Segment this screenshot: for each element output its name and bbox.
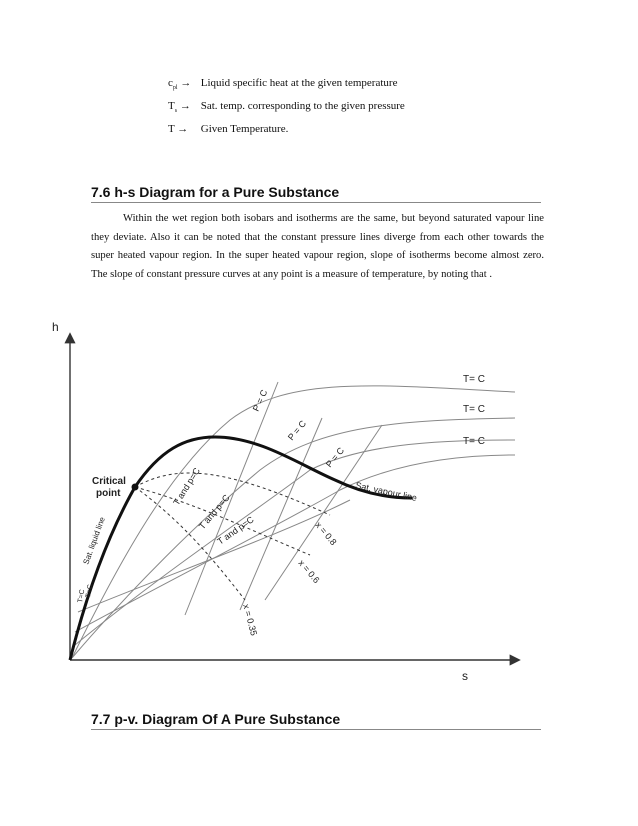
quality-label: x = 0.8 [313, 519, 339, 548]
critical-point-label: point [96, 488, 121, 499]
quality-label: x = 0.6 [296, 557, 322, 586]
section-heading-7-6: 7.6 h-s Diagram for a Pure Substance [91, 184, 541, 203]
isotherm-line [72, 418, 515, 658]
definition-subscript: s [174, 108, 178, 115]
isobar-line [185, 382, 278, 615]
isobar-label: P = C [323, 445, 347, 470]
isotherm-label: T= C [463, 436, 485, 447]
definition-symbol: T [168, 100, 175, 112]
t-and-p-label: T and p=C [171, 466, 203, 508]
s-axis-label: s [462, 669, 468, 683]
definition-symbol: c [168, 77, 173, 89]
isobar-label: P = C [285, 418, 309, 443]
isobar-line [265, 425, 382, 600]
h-axis-label: h [52, 320, 59, 334]
small-tc-label: T=C [85, 583, 95, 599]
saturation-dome [70, 437, 412, 660]
section-heading-7-7: 7.7 p-v. Diagram Of A Pure Substance [91, 711, 541, 730]
definition-text: Sat. temp. corresponding to the given pressure [200, 100, 405, 112]
definition-symbol: T [168, 123, 175, 135]
definition-text: Liquid specific heat at the given temperature [200, 77, 398, 89]
quality-label: x = 0.35 [241, 602, 260, 637]
t-and-p-label: T and p=C [215, 514, 256, 547]
critical-point-label: Critical [92, 476, 126, 487]
arrow: → [177, 123, 189, 135]
isotherm-label: T= C [463, 374, 485, 385]
sat-vapour-line-label: Sat. vapour line [354, 480, 418, 503]
t-and-p-label: T and p=C [196, 492, 232, 532]
isotherm-label: T= C [463, 404, 485, 415]
property-lines [72, 382, 515, 658]
isobar-label: P = C [250, 388, 270, 413]
critical-point-dot [132, 484, 139, 491]
paragraph-text: Within the wet region both isobars and isotherms are the same, but beyond saturated vapour line they deviate. Also it can be noted that the constant pressure lines diverge from each other towards the super heated vapour region. In the super heated vapour region, slope of isotherms become almost zero. The slope of constant pressure curves at any point is a measure of temperature, by noting that . [91, 213, 544, 280]
definition-subscript: pl [172, 85, 178, 92]
arrow: → [179, 100, 191, 112]
isotherm-line [75, 440, 515, 645]
arrow: → [180, 77, 192, 89]
sat-liquid-line-label: Sat. liquid line [81, 515, 107, 566]
small-tc-label: T=C [77, 588, 87, 604]
definition-text: Given Temperature. [200, 123, 289, 135]
